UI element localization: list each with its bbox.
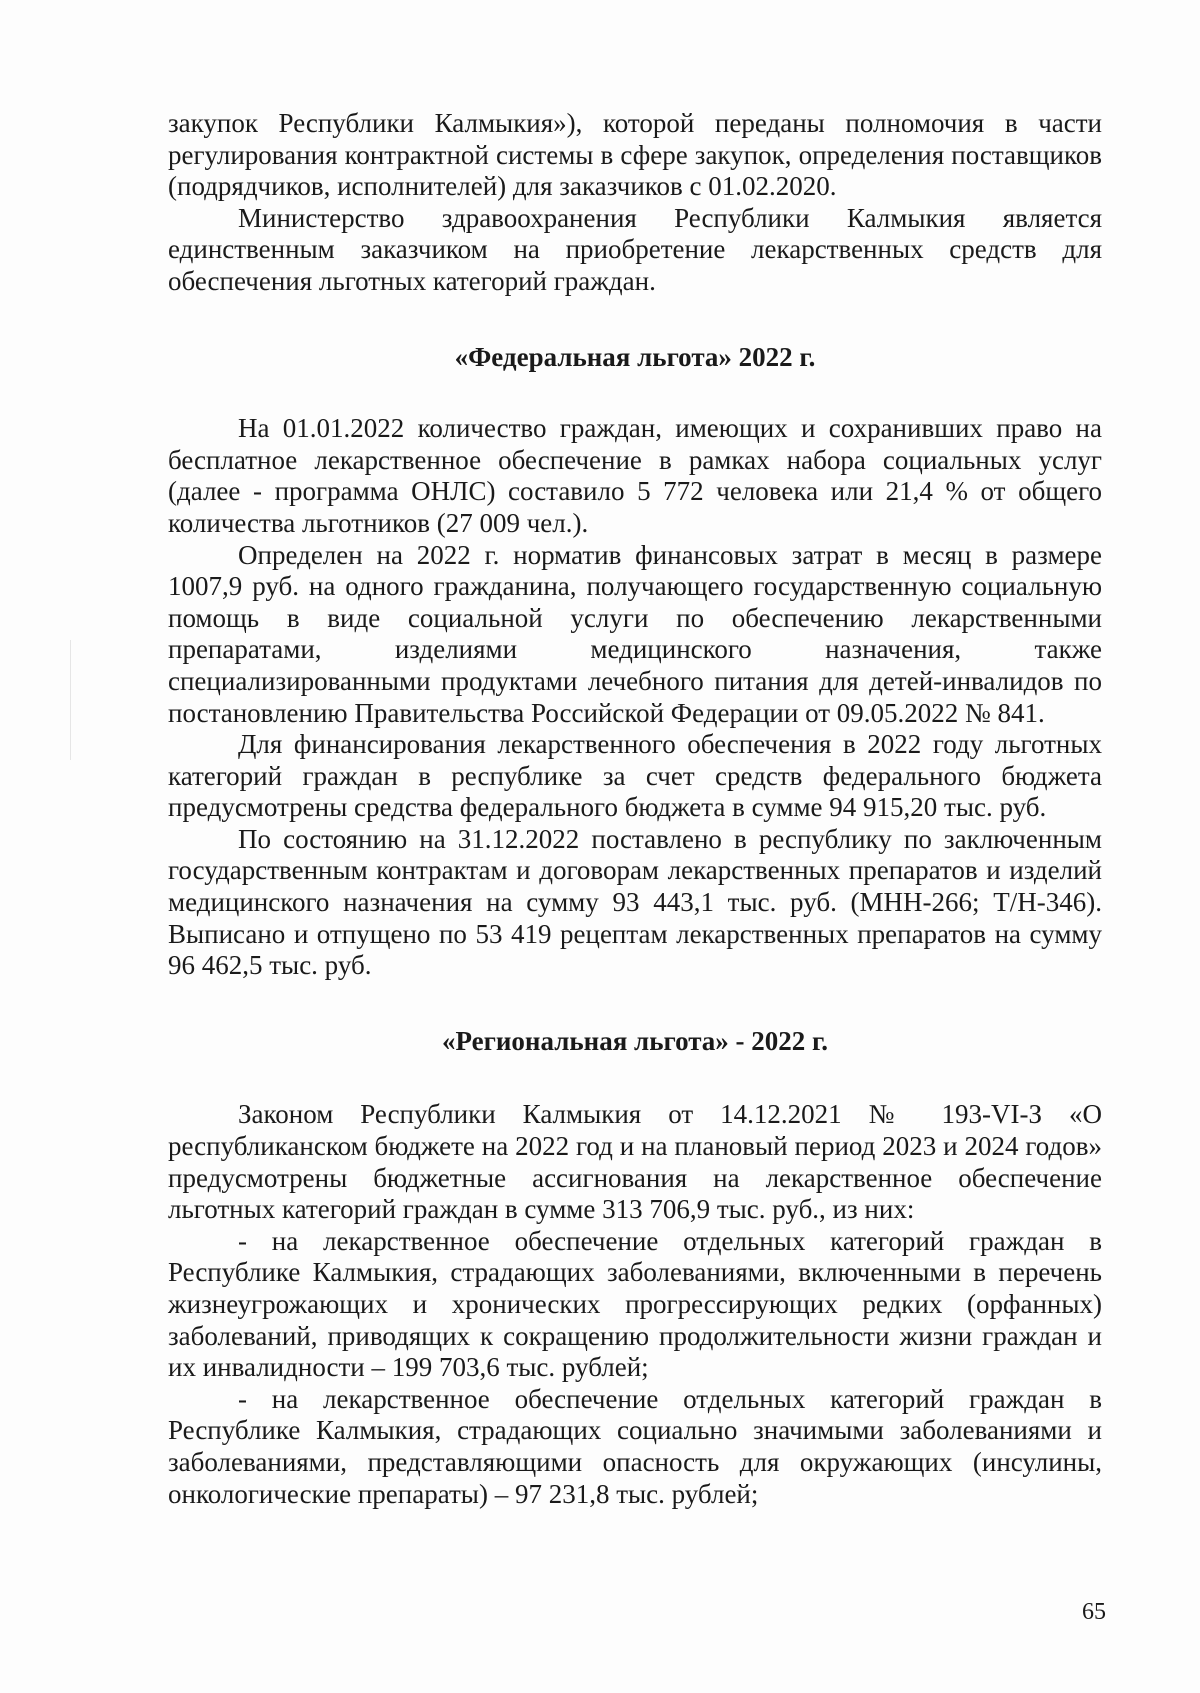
paragraph-regional-orphan: - на лекарственное обеспечение отдельных категорий граждан в Республике Калмыкия, страдающих заболеваниями, включенными в перечень жизнеугрожающих и хронических прогрессирующих редких (орфанных) заболеваний, приводящих к сокращению продолжительности жизни граждан и их инвалидности – 199 703,6 тыс. рублей;	[168, 1225, 1102, 1383]
heading-federal-benefit: «Федеральная льгота» 2022 г.	[454, 341, 816, 372]
paragraph-federal-funding: Для финансирования лекарственного обеспечения в 2022 году льготных категорий граждан в республике за счет средств федерального бюджета предусмотрены средства федерального бюджета в сумме 94 915,20 тыс. руб.	[168, 729, 1102, 823]
paragraph-regional-law: Законом Республики Калмыкия от 14.12.2021 № 193-VI-З «О республиканском бюджете на 2022 год и на плановый период 2023 и 2024 годов» предусмотрены бюджетные ассигнования на лекарственное обеспечение льготных категорий граждан в сумме 313 706,9 тыс. руб., из них:	[168, 1099, 1102, 1225]
paragraph-continuation: закупок Республики Калмыкия»), которой переданы полномочия в части регулирования контрактной системы в сфере закупок, определения поставщиков (подрядчиков, исполнителей) для заказчиков с 01.02.2020.	[168, 108, 1102, 202]
paragraph-ministry: Министерство здравоохранения Республики Калмыкия является единственным заказчиком на приобретение лекарственных средств для обеспечения льготных категорий граждан.	[168, 202, 1102, 296]
page-number: 65	[1082, 1599, 1106, 1625]
heading-regional-benefit: «Региональная льгота» - 2022 г.	[441, 1025, 829, 1056]
paragraph-regional-social: - на лекарственное обеспечение отдельных категорий граждан в Республике Калмыкия, страдающих социально значимыми заболеваниями и заболеваниями, представляющими опасность для окружающих (инсулины, онкологические препараты) – 97 231,8 тыс. рублей;	[168, 1383, 1102, 1509]
scan-artifact-line	[70, 640, 71, 760]
document-body	[168, 108, 1102, 1510]
paragraph-federal-status: По состоянию на 31.12.2022 поставлено в республику по заключенным государственным контрактам и договорам лекарственных препаратов и изделий медицинского назначения на сумму 93 443,1 тыс. руб. (МНН-266; Т/Н-346). Выписано и отпущено по 53 419 рецептам лекарственных препаратов на сумму 96 462,5 тыс. руб.	[168, 823, 1102, 981]
paragraph-federal-count: На 01.01.2022 количество граждан, имеющих и сохранивших право на бесплатное лекарственное обеспечение в рамках набора социальных услуг (далее - программа ОНЛС) составило 5 772 человека или 21,4 % от общего количества льготников (27 009 чел.).	[168, 413, 1102, 538]
paragraph-federal-norm: Определен на 2022 г. норматив финансовых затрат в месяц в размере 1007,9 руб. на одного гражданина, получающего государственную социальную помощь в виде социальной услуги по обеспечению лекарственными препаратами, изделиями медицинского назначения, также специализированными продуктами лечебного питания для детей-инвалидов по постановлению Правительства Российской Федерации от 09.05.2022 № 841.	[168, 539, 1102, 728]
